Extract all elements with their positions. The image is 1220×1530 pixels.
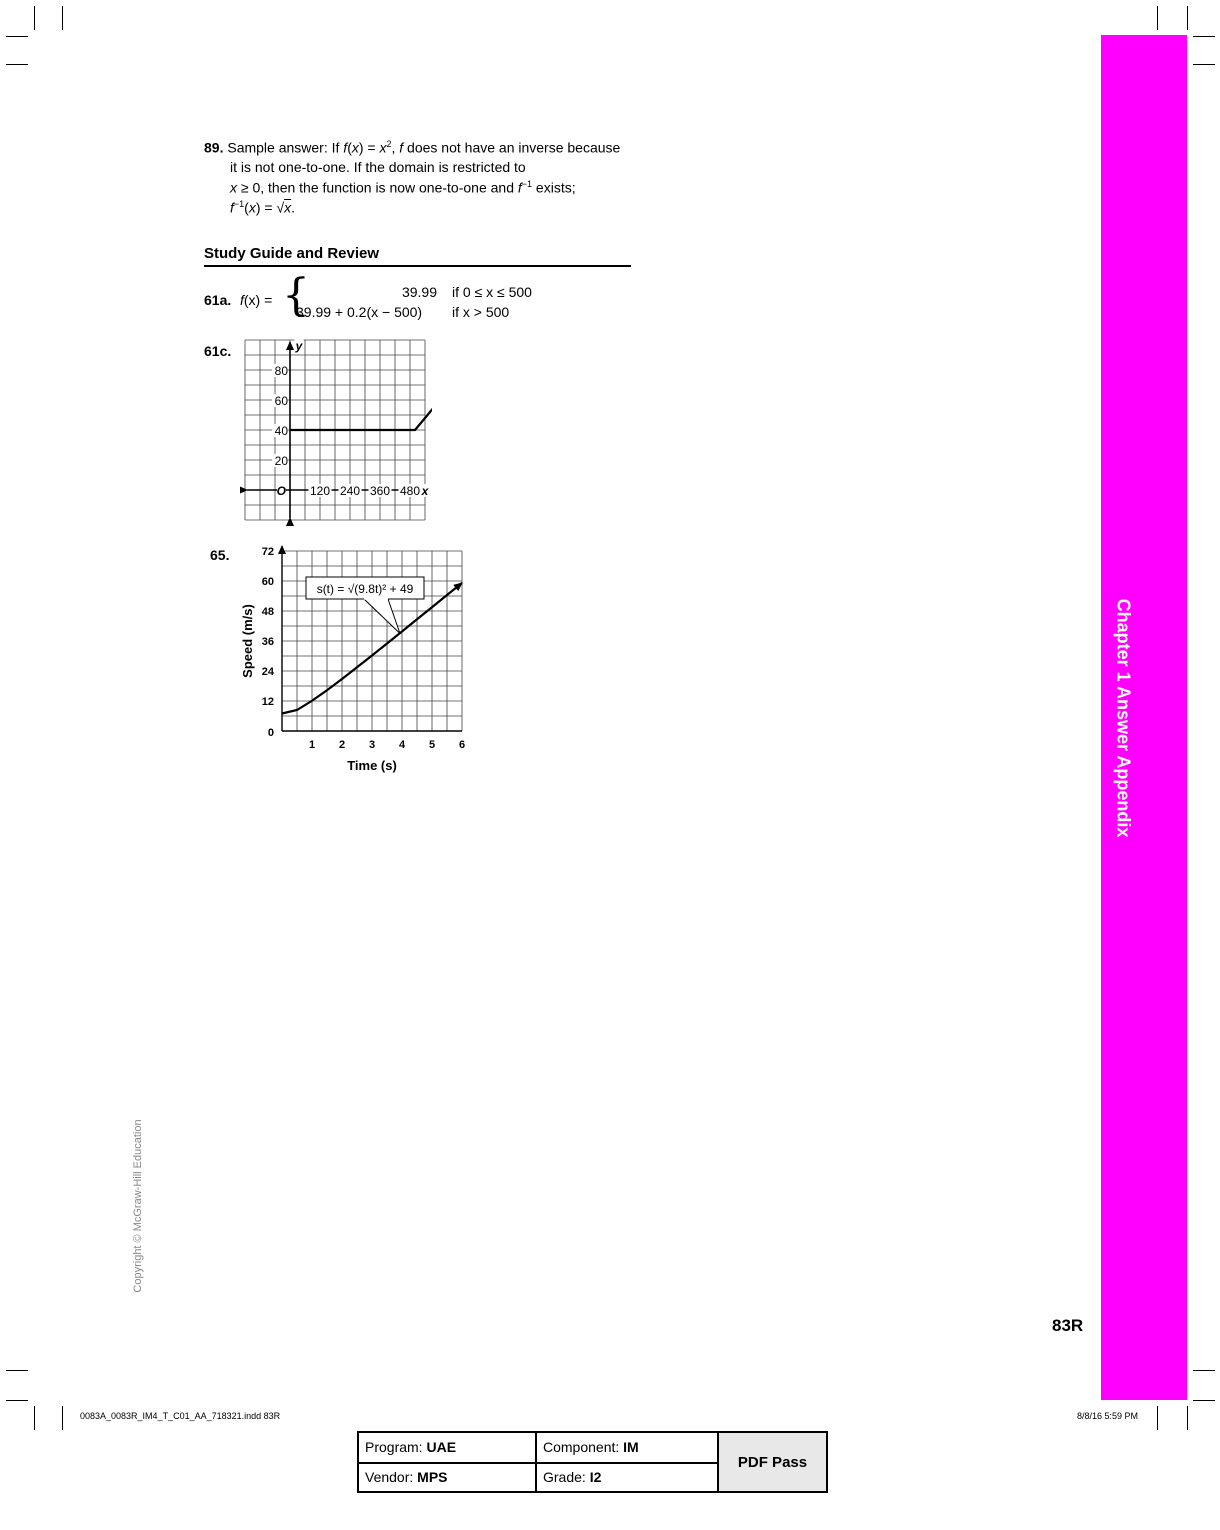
- text-run: exists;: [532, 179, 576, 196]
- y-tick-label: 48: [261, 606, 274, 618]
- cell-label: Program:: [365, 1439, 427, 1455]
- text-run: x: [284, 199, 292, 216]
- text-run: (: [347, 139, 352, 156]
- answer-number: 61a.: [204, 292, 232, 308]
- crop-mark: [1193, 36, 1215, 37]
- tick-label: 360: [369, 484, 391, 498]
- piecewise-lhs: [240, 292, 272, 308]
- text-run: f: [230, 199, 234, 216]
- text-run: does not have an inverse because: [403, 139, 621, 156]
- text-run: f: [240, 292, 244, 308]
- piecewise-brace: {: [282, 270, 310, 321]
- text-run: (x) =: [243, 292, 273, 308]
- y-tick-label: 24: [261, 666, 274, 678]
- cell-value: IM: [623, 1439, 639, 1455]
- text-run: (: [244, 199, 249, 216]
- y-axis-label: y: [295, 339, 303, 353]
- text-run: Sample answer: If: [227, 139, 344, 156]
- text-run: ) =: [358, 139, 380, 156]
- vendor-cell: [359, 1463, 448, 1492]
- component-cell: [537, 1433, 639, 1462]
- cell-value: I2: [589, 1469, 602, 1485]
- crop-mark: [1157, 1406, 1158, 1430]
- crop-mark: [6, 36, 28, 37]
- y-tick-label: 60: [261, 576, 274, 588]
- origin-label: O: [276, 484, 286, 498]
- x-tick-label: 3: [368, 739, 376, 751]
- section-divider: [204, 265, 631, 267]
- crop-mark: [6, 1400, 28, 1401]
- text-run: x: [248, 199, 256, 216]
- text-run: 2: [386, 139, 392, 149]
- x-axis-label: Time (s): [347, 758, 397, 773]
- text-run: f: [517, 179, 522, 196]
- x-tick-label: 6: [458, 739, 466, 751]
- cell-label: Vendor:: [365, 1469, 418, 1485]
- crop-mark: [6, 64, 28, 65]
- crop-mark: [34, 1406, 35, 1430]
- y-tick-label: 12: [261, 696, 274, 708]
- answer-number: 61c.: [204, 343, 232, 359]
- text-run: f: [343, 139, 348, 156]
- crop-mark: [6, 1370, 28, 1371]
- file-info: 0083A_0083R_IM4_T_C01_AA_718321.indd 83R: [80, 1411, 281, 1421]
- case-2-value: 39.99 + 0.2(x − 500): [296, 304, 423, 320]
- answer-number: 65.: [210, 547, 230, 563]
- text-run: ,: [391, 139, 400, 156]
- tick-label: 480: [399, 484, 421, 498]
- cell-value: UAE: [426, 1439, 457, 1455]
- graph-61c: [240, 334, 432, 526]
- section-title: Study Guide and Review: [204, 245, 380, 262]
- x-tick-label: 1: [308, 739, 316, 751]
- tick-label: 40: [274, 424, 288, 438]
- job-info-table: [357, 1431, 828, 1493]
- y-axis-label: Speed (m/s): [240, 604, 255, 678]
- text-run: x: [379, 139, 387, 156]
- y-tick-label: 36: [261, 636, 274, 648]
- text-run: x: [351, 139, 359, 156]
- answer-89-line-3: [230, 179, 576, 196]
- crop-mark: [62, 1406, 63, 1430]
- tick-label: 60: [274, 394, 288, 408]
- crop-mark: [1193, 1400, 1215, 1401]
- tick-label: 240: [339, 484, 361, 498]
- page-number: 83R: [1052, 1316, 1084, 1335]
- text-run: f: [399, 139, 404, 156]
- crop-mark: [1193, 1370, 1215, 1371]
- cell-label: Grade:: [543, 1469, 590, 1485]
- chapter-sidebar-label: Chapter 1 Answer Appendix: [1113, 598, 1134, 838]
- x-axis-label: x: [421, 484, 429, 498]
- case-1-condition: if 0 ≤ x ≤ 500: [452, 284, 532, 300]
- callout-pointer: [364, 599, 400, 634]
- program-cell: [359, 1433, 456, 1462]
- date-info: 8/8/16 5:59 PM: [1077, 1411, 1139, 1421]
- cell-label: Component:: [543, 1439, 624, 1455]
- grade-cell: [537, 1463, 601, 1492]
- cell-value: MPS: [417, 1469, 448, 1485]
- crop-mark: [62, 6, 63, 30]
- crop-mark: [1193, 64, 1215, 65]
- crop-mark: [1187, 6, 1188, 30]
- x-tick-label: 4: [398, 739, 406, 751]
- crop-mark: [1187, 1406, 1188, 1430]
- answer-89-line-1: [204, 139, 620, 156]
- x-tick-label: 5: [428, 739, 436, 751]
- tick-label: 20: [274, 454, 288, 468]
- crop-mark: [1157, 6, 1158, 30]
- tick-label: 80: [274, 364, 288, 378]
- case-1-value: 39.99: [401, 284, 437, 300]
- text-run: ≥ 0, then the function is now one-to-one and: [237, 179, 518, 196]
- y-tick-label: 72: [261, 546, 274, 558]
- text-run: −1: [521, 179, 533, 189]
- tick-label: 120: [309, 484, 331, 498]
- answer-number: 89.: [204, 139, 224, 156]
- text-run: .: [291, 199, 296, 216]
- answer-89-line-2: it is not one-to-one. If the domain is restricted to: [230, 159, 526, 175]
- y-tick-label: 0: [267, 727, 274, 739]
- copyright-notice: Copyright © McGraw-Hill Education: [132, 1119, 144, 1293]
- case-2-condition: if x > 500: [452, 304, 510, 320]
- status-cell: PDF Pass: [717, 1433, 826, 1491]
- function-annotation: s(t) = √(9.8t)² + 49: [316, 582, 414, 596]
- graph-65: [230, 540, 480, 780]
- x-tick-label: 2: [338, 739, 346, 751]
- text-run: x: [230, 179, 237, 196]
- crop-mark: [34, 6, 35, 30]
- text-run: ) = √: [255, 199, 285, 216]
- answer-89-line-4: [230, 199, 295, 216]
- text-run: −1: [233, 199, 245, 209]
